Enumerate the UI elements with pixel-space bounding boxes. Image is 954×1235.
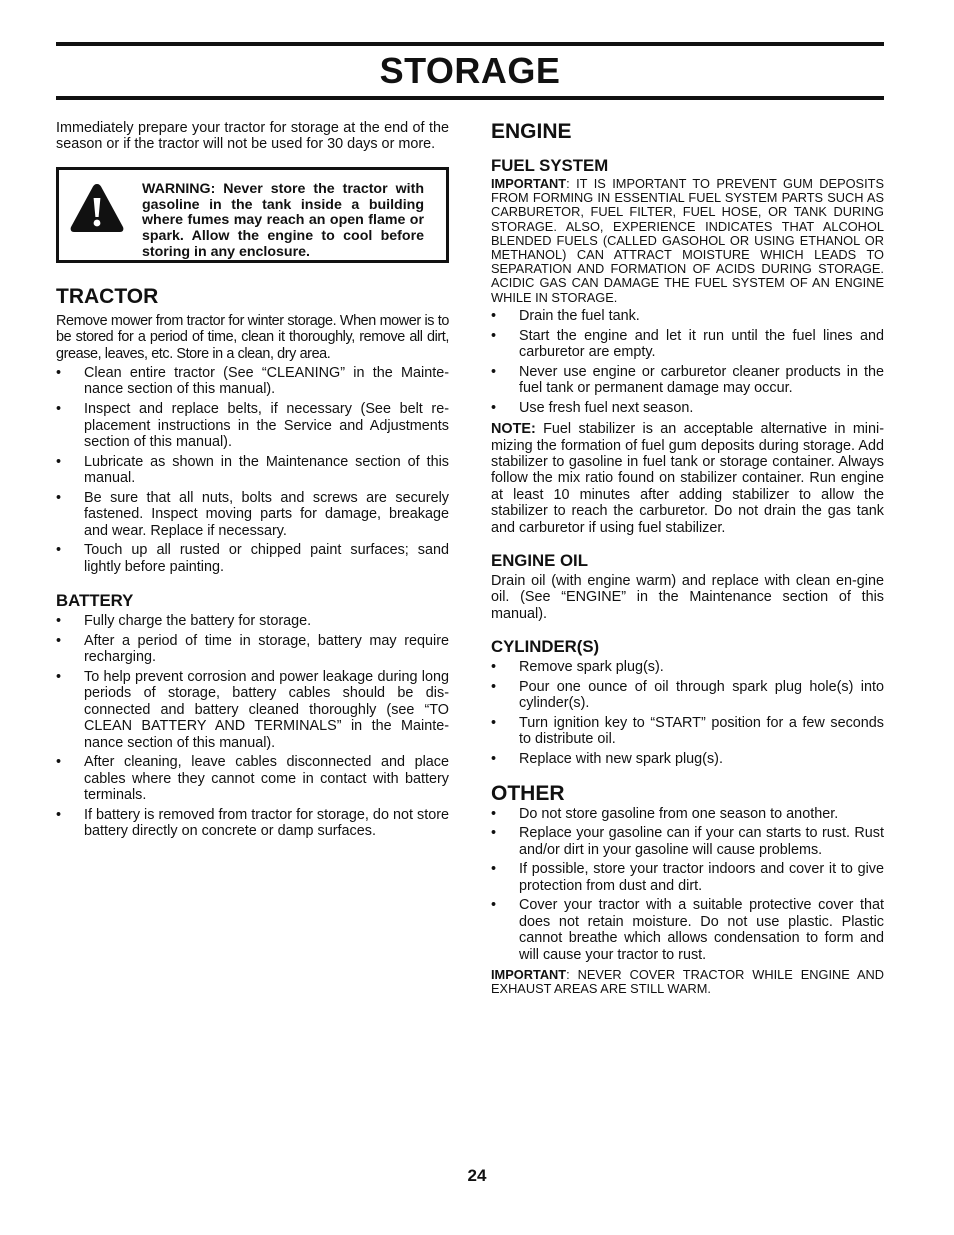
fuel-system-list bbox=[491, 308, 884, 416]
list-item: • Use fresh fuel next season. bbox=[491, 400, 884, 416]
warning-text: WARNING: Never store the tractor with gasoline in the tank inside a building where fumes may reach an open flame or spark. Allow the engine to cool before storing in any enclosure. bbox=[142, 180, 424, 260]
important-text: : NEVER COVER TRACTOR WHILE ENGINE AND EXHAUST AREAS ARE STILL WARM. bbox=[491, 967, 884, 997]
tractor-heading: TRACTOR bbox=[56, 284, 159, 308]
warning-triangle-exclamation-icon bbox=[69, 182, 125, 234]
list-item: • Be sure that all nuts, bolts and screws are securely fastened. Inspect moving parts for damage, breakage and wear. Replace if necessary. bbox=[56, 490, 449, 539]
page-title: STORAGE bbox=[379, 50, 561, 91]
fuel-system-note bbox=[491, 421, 884, 536]
battery-list bbox=[56, 613, 449, 839]
list-item: • Fully charge the battery for storage. bbox=[56, 613, 449, 629]
engine-oil-text: Drain oil (with engine warm) and replace with clean en-gine oil. (See “ENGINE” in the Maintenance section of this manual). bbox=[491, 573, 884, 622]
engine-oil-heading: ENGINE OIL bbox=[491, 551, 588, 570]
list-item: • To help prevent corrosion and power leakage during long periods of storage, battery cables should be dis-connected and battery cleaned thoroughly (see “TO CLEAN BATTERY AND TERMINALS” in the Mainte-nance section of this manual). bbox=[56, 669, 449, 751]
intro-paragraph: Immediately prepare your tractor for storage at the end of the season or if the tractor will not be used for 30 days or more. bbox=[56, 120, 449, 153]
other-important bbox=[491, 968, 884, 996]
bottom-rule bbox=[56, 96, 884, 100]
page-number: 24 bbox=[467, 1166, 487, 1185]
list-item: • Pour one ounce of oil through spark plug hole(s) into cylinder(s). bbox=[491, 679, 884, 712]
note-text: Fuel stabilizer is an acceptable alternative in mini-mizing the formation of fuel gum deposits during storage. Add stabilizer to gasoline in fuel tank or storage container. Always follow the mix ratio found on stabilizer container. Run engine at least 10 minutes after adding stabilizer to allow the stabilizer to reach the carburetor. Do not drain the gas tank and carburetor if using fuel stabilizer. bbox=[491, 421, 884, 536]
fuel-system-important bbox=[491, 177, 884, 305]
list-item: • Remove spark plug(s). bbox=[491, 659, 884, 675]
important-text: : IT IS IMPORTANT TO PREVENT GUM DEPOSITS FROM FORMING IN ESSENTIAL FUEL SYSTEM PARTS SUCH AS CARBURETOR, FUEL FILTER, FUEL HOSE, OR TANK DURING STORAGE. ALSO, EXPERIENCE INDICATES THAT ALCOHOL BLENDED FUELS (CALLED GASOHOL OR USING ETHANOL OR METHANOL) CAN ATTRACT MOISTURE WHICH LEADS TO SEPARATION AND FORMATION OF ACIDS DURING STORAGE. ACIDIC GAS CAN DAMAGE THE FUEL SYSTEM OF AN ENGINE WHILE IN STORAGE. bbox=[491, 176, 884, 305]
list-item: • Replace with new spark plug(s). bbox=[491, 751, 884, 767]
right-column bbox=[491, 120, 884, 997]
list-item: • Replace your gasoline can if your can starts to rust. Rust and/or dirt in your gasoline will cause problems. bbox=[491, 825, 884, 858]
list-item: • Start the engine and let it run until the fuel lines and carburetor are empty. bbox=[491, 328, 884, 361]
list-item: • Do not store gasoline from one season to another. bbox=[491, 806, 884, 822]
important-label: IMPORTANT bbox=[491, 176, 567, 191]
fuel-system-heading: FUEL SYSTEM bbox=[491, 156, 609, 175]
other-list bbox=[491, 806, 884, 964]
left-column bbox=[56, 120, 449, 843]
warning-box bbox=[56, 167, 449, 263]
important-label: IMPORTANT bbox=[491, 967, 567, 983]
tractor-intro: Remove mower from tractor for winter storage. When mower is to be stored for a period of time, clean it thoroughly, remove all dirt, grease, leaves, etc. Store in a clean, dry area. bbox=[56, 312, 449, 362]
cylinders-heading: CYLINDER(S) bbox=[491, 637, 600, 657]
list-item: • Turn ignition key to “START” position for a few seconds to distribute oil. bbox=[491, 715, 884, 748]
battery-heading: BATTERY bbox=[56, 591, 134, 611]
list-item: • Inspect and replace belts, if necessary (See belt re-placement instructions in the Service and Adjustments section of this manual). bbox=[56, 401, 449, 450]
list-item: • After a period of time in storage, battery may require recharging. bbox=[56, 633, 449, 666]
note-label: NOTE: bbox=[491, 421, 536, 438]
list-item: • Lubricate as shown in the Maintenance section of this manual. bbox=[56, 454, 449, 487]
list-item: • Never use engine or carburetor cleaner products in the fuel tank or permanent damage may occur. bbox=[491, 364, 884, 397]
list-item: • If battery is removed from tractor for storage, do not store battery directly on concrete or damp surfaces. bbox=[56, 807, 449, 840]
other-heading: OTHER bbox=[491, 781, 565, 805]
list-item: • If possible, store your tractor indoors and cover it to give protection from dust and dirt. bbox=[491, 861, 884, 894]
tractor-list bbox=[56, 365, 449, 575]
list-item: • Cover your tractor with a suitable protective cover that does not retain moisture. Do not use plastic. Plastic cannot breathe which allows condensation to form and will cause your tractor to rust. bbox=[491, 897, 884, 963]
list-item: • After cleaning, leave cables disconnected and place cables where they cannot come in contact with battery terminals. bbox=[56, 754, 449, 803]
list-item: • Drain the fuel tank. bbox=[491, 308, 884, 324]
cylinders-list bbox=[491, 659, 884, 767]
list-item: • Touch up all rusted or chipped paint surfaces; sand lightly before painting. bbox=[56, 542, 449, 575]
list-item: • Clean entire tractor (See “CLEANING” in the Mainte-nance section of this manual). bbox=[56, 365, 449, 398]
engine-heading: ENGINE bbox=[491, 120, 572, 143]
